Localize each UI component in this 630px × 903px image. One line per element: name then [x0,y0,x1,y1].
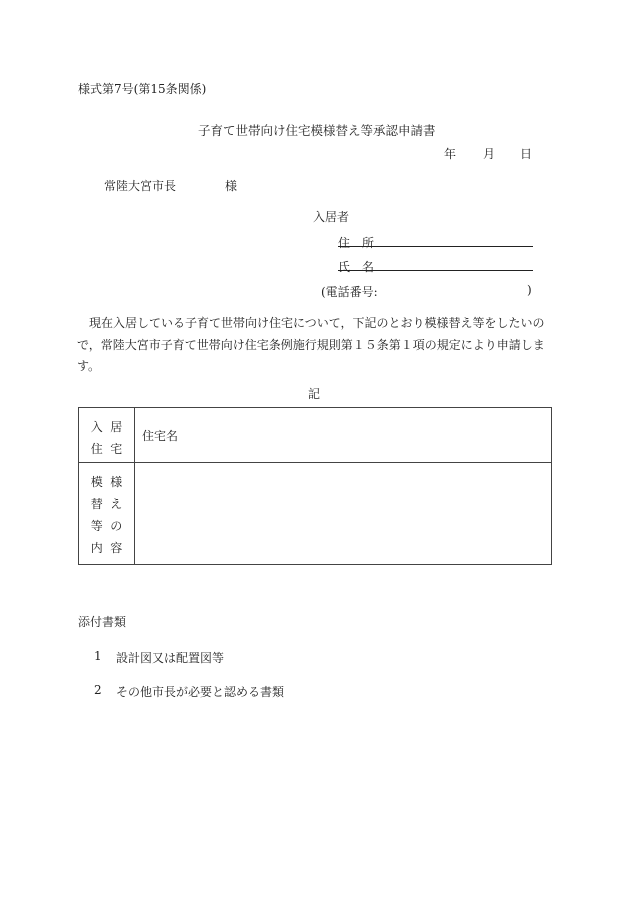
label-char: 入 [90,420,103,434]
modification-label-cell [79,463,135,565]
address-label: 住 所 [338,236,375,250]
attachment-item-text: その他市長が必要と認める書類 [116,685,285,699]
date-day-label: 日 [520,147,533,161]
attachment-item-number: 1 [94,649,102,663]
attachment-item-number: 2 [94,683,102,697]
label-char: 様 [110,475,123,489]
phone-close-paren: ) [527,283,532,297]
attachment-item-text: 設計図又は配置図等 [116,651,225,665]
address-underline [338,246,533,247]
addressee-honorific: 様 [225,179,238,193]
applicant-heading: 入居者 [313,210,350,224]
label-char: 替 [90,497,103,511]
label-char: 模 [90,475,103,489]
body-paragraph: 現在入居している子育て世帯向け住宅について，下記のとおり模様替え等をしたいので，常陸大宮市子育て世帯向け住宅条例施行規則第１５条第１項の規定により申請します。 [77,316,545,373]
label-char: の [110,519,123,533]
label-char: 等 [90,519,103,533]
form-number: 様式第7号(第15条関係) [78,82,207,96]
modification-content-cell [135,463,552,565]
label-char: え [110,497,123,511]
document-title: 子育て世帯向け住宅模様替え等承認申請書 [198,123,436,138]
ki-heading: 記 [308,387,321,401]
addressee-name: 常陸大宮市長 [104,179,177,193]
date-year-label: 年 [444,147,457,161]
residence-label-cell [79,408,135,463]
label-char: 居 [110,420,123,434]
name-label: 氏 名 [338,260,375,274]
attachments-heading: 添付書類 [78,615,127,629]
residence-content-cell [135,408,552,463]
label-char: 容 [110,541,123,555]
housing-name-label: 住宅名 [142,429,179,443]
detail-table [78,407,552,565]
phone-label: (電話番号: [321,285,378,299]
label-char: 住 [90,442,103,456]
name-underline [338,270,533,271]
label-char: 内 [90,541,103,555]
table-row [79,463,552,565]
label-char: 宅 [110,442,123,456]
date-month-label: 月 [483,147,496,161]
table-row [79,408,552,463]
